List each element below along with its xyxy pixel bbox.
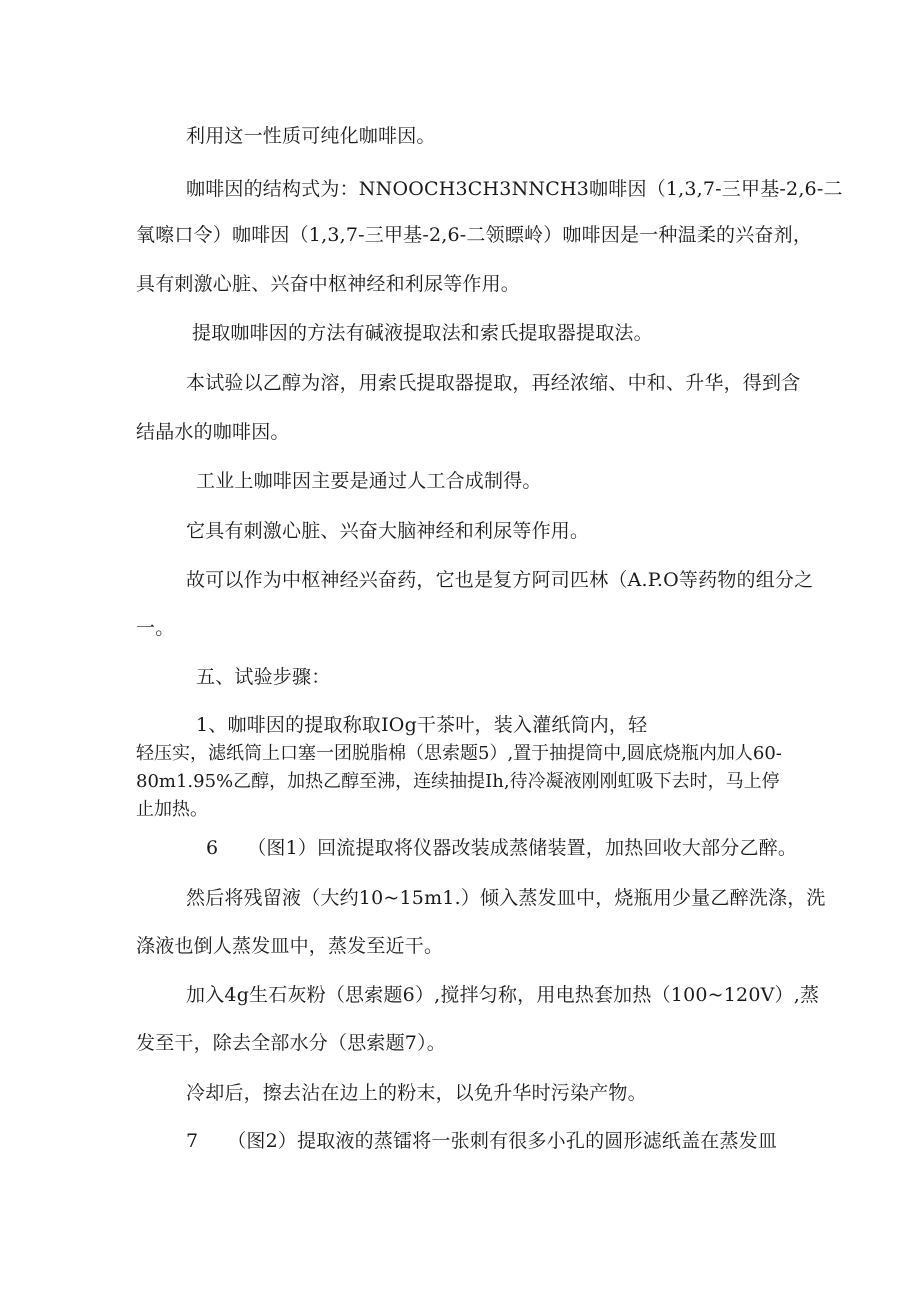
text-line: 工业上咖啡因主要是通过人工合成制得。 (196, 470, 542, 492)
text-line: 提取咖啡因的方法有碱液提取法和索氏提取器提取法。 (192, 322, 653, 344)
text-line: 利用这一性质可纯化咖啡因。 (186, 125, 436, 147)
text-line: 轻压实，滤纸筒上口塞一团脱脂棉（思索题5）,置于抽提筒中,圆底烧瓶内加人60- (136, 743, 782, 764)
section-heading: 五、试验步骤： (196, 666, 331, 688)
text-line: 结晶水的咖啡因。 (136, 421, 290, 443)
text-line: 止加热。 (136, 799, 208, 820)
text-line: 一。 (136, 617, 175, 639)
text-line: 然后将残留液（大约10~15m1.）倾入蒸发皿中，烧瓶用少量乙醉洗涤，洗 (186, 887, 826, 909)
text-line: 80m1.95%乙醇，加热乙醇至沸，连续抽提Ih,待冷凝液刚刚虹吸下去时，马上停 (136, 771, 780, 792)
text-line: 咖啡因的结构式为：NNOOCH3CH3NNCH3咖啡因（1,3,7-三甲基-2,6-二 (186, 178, 843, 200)
text-line: 涤液也倒人蒸发皿中，蒸发至近干。 (136, 935, 444, 957)
text-line: 具有刺激心脏、兴奋中枢神经和利尿等作用。 (136, 273, 521, 295)
text-line: 发至干，除去全部水分（思索题7）。 (136, 1032, 446, 1054)
text-line: 7 （图2）提取液的蒸镭将一张刺有很多小孔的圆形滤纸盖在蒸发皿 (186, 1130, 778, 1152)
text-line: 氧嚓口令）咖啡因（1,3,7-三甲基-2,6-二领瞟岭）咖啡因是一种温柔的兴奋剂， (136, 224, 813, 246)
text-line: 本试验以乙醇为溶，用索氏提取器提取，再经浓缩、中和、升华，得到含 (186, 372, 801, 394)
text-line: 冷却后，擦去沾在边上的粉末，以免升华时污染产物。 (186, 1082, 647, 1104)
text-line: 故可以作为中枢神经兴奋药，它也是复方阿司匹林（A.P.O等药物的组分之 (186, 569, 814, 591)
text-line: 1、咖啡因的提取称取IOg干茶叶，装入灌纸筒内，轻 (196, 714, 648, 736)
text-line: 它具有刺激心脏、兴奋大脑神经和利尿等作用。 (186, 520, 590, 542)
text-line: 加入4g生石灰粉（思索题6）,搅拌匀称，用电热套加热（100~120V）,蒸 (186, 984, 820, 1006)
text-line: 6 （图1）回流提取将仪器改装成蒸储装置，加热回收大部分乙醉。 (206, 837, 798, 859)
